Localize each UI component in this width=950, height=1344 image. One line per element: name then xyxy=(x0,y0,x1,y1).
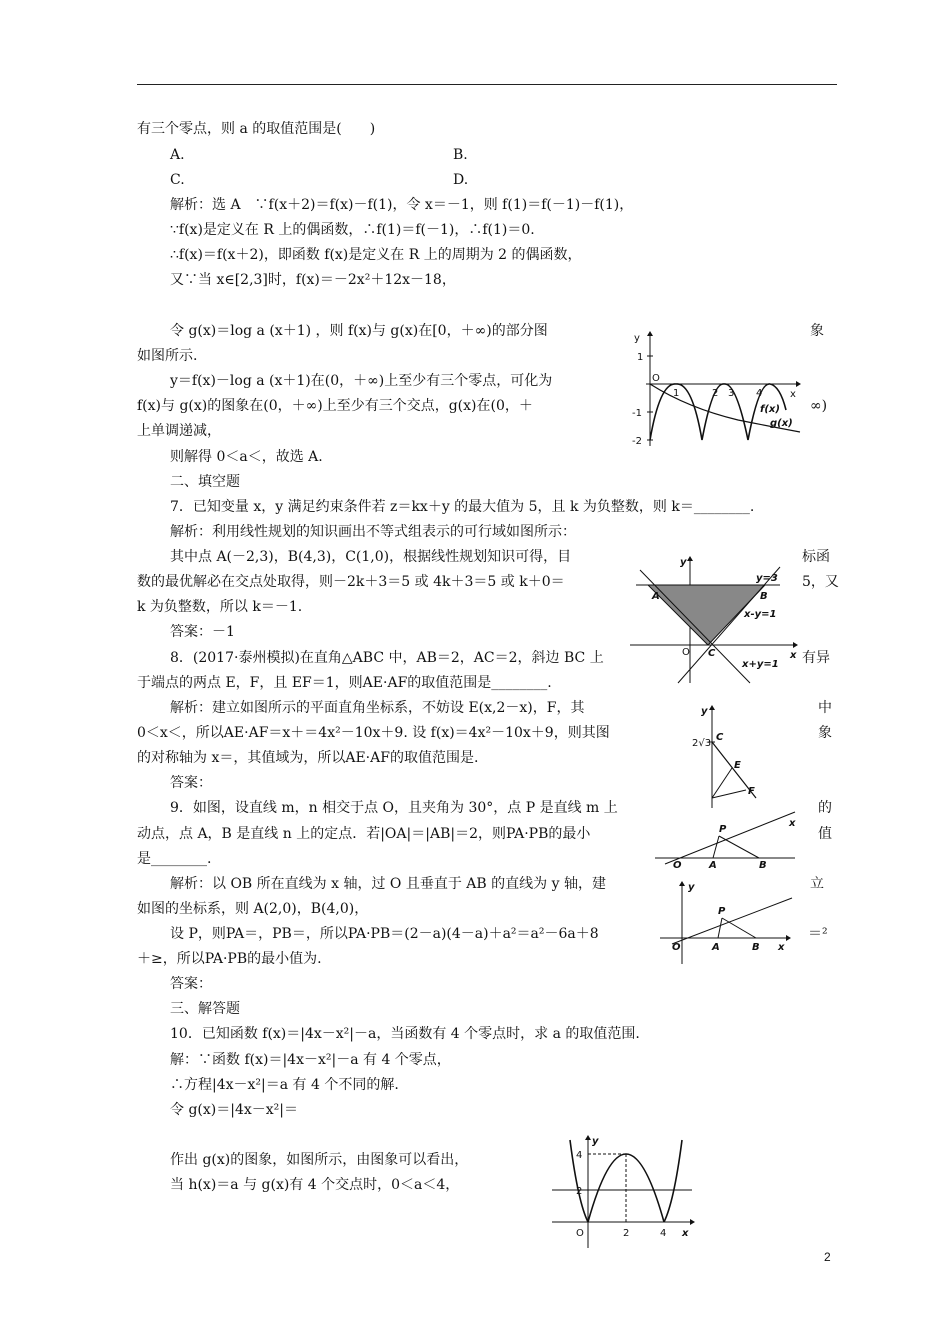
fig3-y-label: y xyxy=(701,706,708,717)
fig1-tick-yn2: -2 xyxy=(632,436,642,447)
text-line: ∴方程|4x－x²|＝a 有 4 个不同的解. xyxy=(170,1077,399,1093)
text-line: 有异 xyxy=(802,650,830,666)
text-line: 令 g(x)＝|4x－x²|＝ xyxy=(170,1102,298,1118)
fig1-tick-x3: 3 xyxy=(728,388,735,399)
text-line: A. xyxy=(170,147,185,163)
text-line: 象 xyxy=(810,323,824,339)
text-line: ＝² xyxy=(808,926,828,942)
fig6-x-label: x xyxy=(682,1228,689,1239)
text-line: 其中点 A(－2,3)，B(4,3)，C(1,0)，根据线性规划知识可得，目 xyxy=(170,549,572,565)
text-line: 7．已知变量 x，y 满足约束条件若 z＝kx＋y 的最大值为 5，且 k 为负整数，则 k＝________. xyxy=(170,499,755,515)
fig5-y-label: y xyxy=(688,882,695,893)
text-line: 答案：－1 xyxy=(170,624,235,640)
text-line: 的对称轴为 x＝，其值域为，所以AE·AF的取值范围是. xyxy=(137,750,479,766)
text-line: y＝f(x)－log a (x＋1)在(0，＋∞)上至少有三个零点，可化为 xyxy=(170,373,553,389)
figure-abs-parabola xyxy=(548,1132,698,1250)
text-line: 值 xyxy=(818,826,832,842)
text-line: 如图的坐标系，则 A(2,0)，B(4,0)， xyxy=(137,901,369,917)
figure-coordinate-p xyxy=(660,878,800,966)
text-line: 8．(2017·泰州模拟)在直角△ABC 中，AB＝2，AC＝2，斜边 BC 上 xyxy=(170,650,604,666)
figure-fx-gx-graph xyxy=(628,328,803,450)
text-line: 则解得 0＜a＜，故选 A. xyxy=(170,449,323,465)
text-line: 答案： xyxy=(170,775,212,791)
text-line: 标函 xyxy=(802,549,830,565)
text-line: f(x)与 g(x)的图象在(0，＋∞)上至少有三个交点，g(x)在(0，＋ xyxy=(137,398,533,414)
fig2-origin-label: O xyxy=(682,647,690,658)
fig5-point-p: P xyxy=(718,906,726,917)
figure-lines-mn xyxy=(655,808,805,870)
text-line: 上单调递减， xyxy=(137,423,221,439)
text-line: 0＜x＜，所以AE·AF＝x＋＝4x²－10x＋9. 设 f(x)＝4x²－10x＋9，则其图 xyxy=(137,725,610,741)
fig1-tick-yn1: -1 xyxy=(632,408,642,419)
fig4-x-label: x xyxy=(789,818,796,829)
text-line: 答案： xyxy=(170,976,212,992)
text-line: 5，又 xyxy=(802,574,839,590)
text-line: 解析：建立如图所示的平面直角坐标系，不妨设 E(x,2－x)，F，其 xyxy=(170,700,585,716)
text-line: 二、填空题 xyxy=(170,474,240,490)
fig1-fx-label: f(x) xyxy=(760,404,780,415)
header-rule xyxy=(137,84,837,85)
fig2-line-x-plus-y: x+y=1 xyxy=(742,659,779,670)
fig3-value-2sqrt3: 2√3 xyxy=(692,738,712,749)
text-line: ∞) xyxy=(810,398,828,414)
text-line: 解析：选 A ∵f(x＋2)＝f(x)－f(1)，令 x＝－1，则 f(1)＝f(－1)－f(1)， xyxy=(170,197,634,213)
text-line: 又∵当 x∈[2,3]时，f(x)＝－2x²＋12x－18， xyxy=(170,272,456,288)
fig4-point-p: P xyxy=(719,824,727,835)
text-line: 动点，点 A，B 是直线 n 上的定点．若|OA|＝|AB|＝2，则PA·PB的最小 xyxy=(137,826,591,842)
fig3-point-e: E xyxy=(734,760,741,771)
fig6-origin-label: O xyxy=(576,1228,584,1239)
fig5-x-label: x xyxy=(778,942,785,953)
fig5-point-o: O xyxy=(672,942,681,953)
fig2-point-a: A xyxy=(652,591,660,602)
text-line: 中 xyxy=(818,700,832,716)
fig6-tick-y2: 2 xyxy=(576,1186,583,1197)
fig5-point-b: B xyxy=(752,942,760,953)
text-line: 象 xyxy=(818,725,832,741)
fig1-tick-x1: 1 xyxy=(673,388,680,399)
text-line: 数的最优解必在交点处取得，则－2k＋3＝5 或 4k＋3＝5 或 k＋0＝ xyxy=(137,574,565,590)
fig2-line-x-minus-y: x-y=1 xyxy=(744,609,777,620)
text-line: B. xyxy=(453,147,468,163)
fig2-point-c: C xyxy=(708,648,716,659)
fig4-point-a: A xyxy=(709,860,717,871)
text-line: C. xyxy=(170,172,185,188)
fig1-tick-x2: 2 xyxy=(712,388,719,399)
fig3-point-f: F xyxy=(748,786,755,797)
fig1-origin-label: O xyxy=(652,373,660,384)
text-line: 设 P，则PA＝，PB＝，所以PA·PB＝(2－a)(4－a)＋a²＝a²－6a＋8 xyxy=(170,926,599,942)
figure-feasible-region xyxy=(630,555,800,687)
fig6-tick-y4: 4 xyxy=(576,1150,583,1161)
fig2-line-y3: y=3 xyxy=(756,573,778,584)
text-line: 的 xyxy=(818,800,832,816)
text-line: ＋≥，所以PA·PB的最小值为. xyxy=(137,951,322,967)
text-line: 于端点的两点 E，F，且 EF＝1，则AE·AF的取值范围是________. xyxy=(137,675,552,691)
text-line: 解析：以 OB 所在直线为 x 轴，过 O 且垂直于 AB 的直线为 y 轴，建 xyxy=(170,876,606,892)
text-line: 是________. xyxy=(137,851,212,867)
text-line: 如图所示. xyxy=(137,348,198,364)
text-line: 三、解答题 xyxy=(170,1001,240,1017)
text-line: 当 h(x)＝a 与 g(x)有 4 个交点时，0＜a＜4， xyxy=(170,1177,460,1193)
figure-triangle-bc xyxy=(692,702,770,812)
fig4-point-o: O xyxy=(673,860,682,871)
text-line: 作出 g(x)的图象，如图所示，由图象可以看出， xyxy=(170,1152,469,1168)
fig1-x-label: x xyxy=(790,389,796,400)
fig3-point-c: C xyxy=(716,732,724,743)
fig1-gx-label: g(x) xyxy=(770,418,793,429)
fig6-tick-x2: 2 xyxy=(623,1228,630,1239)
fig1-y-label: y xyxy=(634,333,640,344)
fig5-point-a: A xyxy=(712,942,720,953)
text-line: 解析：利用线性规划的知识画出不等式组表示的可行域如图所示： xyxy=(170,524,576,540)
text-line: D. xyxy=(453,172,469,188)
text-line: 立 xyxy=(810,876,824,892)
fig2-x-label: x xyxy=(790,650,797,661)
text-line: 令 g(x)＝log a (x＋1) ，则 f(x)与 g(x)在[0，＋∞)的部分图 xyxy=(170,323,548,339)
text-line: 10．已知函数 f(x)＝|4x－x²|－a，当函数有 4 个零点时，求 a 的取值范围. xyxy=(170,1026,640,1042)
text-line: k 为负整数，所以 k＝－1. xyxy=(137,599,303,615)
fig1-tick-y1: 1 xyxy=(637,352,644,363)
fig6-tick-x4: 4 xyxy=(660,1228,667,1239)
text-line: 9．如图，设直线 m，n 相交于点 O，且夹角为 30°，点 P 是直线 m 上 xyxy=(170,800,618,816)
fig4-point-b: B xyxy=(759,860,767,871)
text-line: 解：∵函数 f(x)＝|4x－x²|－a 有 4 个零点， xyxy=(170,1052,451,1068)
page-number: 2 xyxy=(824,1250,831,1264)
fig2-y-label: y xyxy=(680,557,687,568)
fig2-point-b: B xyxy=(760,591,768,602)
text-line: ∴f(x)＝f(x＋2)，即函数 f(x)是定义在 R 上的周期为 2 的偶函数， xyxy=(170,247,582,263)
text-line: 有三个零点，则 a 的取值范围是( ) xyxy=(137,121,376,137)
fig1-tick-x4: 4 xyxy=(756,388,763,399)
fig6-y-label: y xyxy=(592,1136,599,1147)
text-line: ∵f(x)是定义在 R 上的偶函数，∴f(1)＝f(－1)，∴f(1)＝0. xyxy=(170,222,535,238)
